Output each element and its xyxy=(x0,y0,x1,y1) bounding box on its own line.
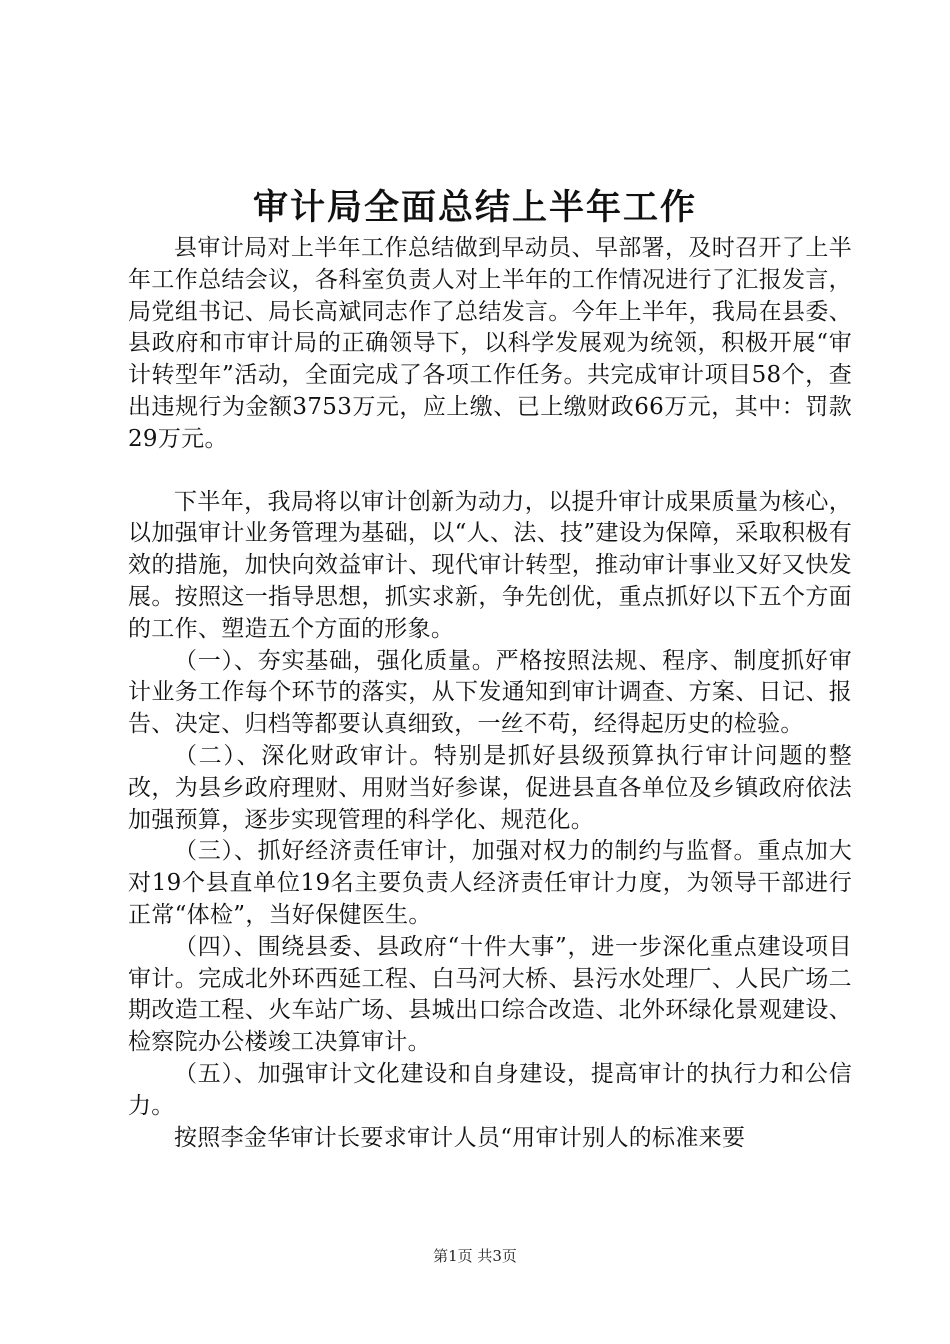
document-title: 审计局全面总结上半年工作 xyxy=(252,187,697,228)
paragraph-item-4: （四）、围绕县委、县政府“十件大事”，进一步深化重点建设项目审计。完成北外环西延工程、白马河大桥、县污水处理厂、人民广场二期改造工程、火车站广场、县城出口综合改造、北外环绿化景观建设、检察院办公楼竣工决算审计。 xyxy=(128,933,852,1056)
paragraph-item-2: （二）、深化财政审计。特别是抓好县级预算执行审计问题的整改，为县乡政府理财、用财当好参谋，促进县直各单位及乡镇政府依法加强预算，逐步实现管理的科学化、规范化。 xyxy=(128,742,852,833)
paragraph-item-5: （五）、加强审计文化建设和自身建设，提高审计的执行力和公信力。 xyxy=(128,1060,852,1119)
paragraph-summary: 县审计局对上半年工作总结做到早动员、早部署，及时召开了上半年工作总结会议，各科室负责人对上半年的工作情况进行了汇报发言，局党组书记、局长高斌同志作了总结发言。今年上半年，我局在县委、县政府和市审计局的正确领导下，以科学发展观为统领，积极开展“审计转型年”活动，全面完成了各项工作任务。共完成审计项目58个，查出违规行为金额3753万元，应上缴、已上缴财政66万元，其中：罚款29万元。 xyxy=(128,235,852,452)
paragraph-second-half-plan: 下半年，我局将以审计创新为动力，以提升审计成果质量为核心，以加强审计业务管理为基础，以“人、法、技”建设为保障，采取积极有效的措施，加快向效益审计、现代审计转型，推动审计事业又好又快发展。按照这一指导思想，抓实求新，争先创优，重点抓好以下五个方面的工作、塑造五个方面的形象。 xyxy=(128,488,852,642)
page-indicator: 第1页 共3页 xyxy=(433,1247,517,1265)
paragraph-item-1: （一）、夯实基础，强化质量。严格按照法规、程序、制度抓好审计业务工作每个环节的落实，从下发通知到审计调查、方案、日记、报告、决定、归档等都要认真细致，一丝不苟，经得起历史的检验。 xyxy=(128,647,852,738)
document-body xyxy=(128,233,852,1154)
paragraph-continuation: 按照李金华审计长要求审计人员“用审计别人的标准来要 xyxy=(174,1124,746,1151)
paragraph-item-3: （三）、抓好经济责任审计，加强对权力的制约与监督。重点加大对19个县直单位19名主要负责人经济责任审计力度，为领导干部进行正常“体检”，当好保健医生。 xyxy=(128,838,852,928)
